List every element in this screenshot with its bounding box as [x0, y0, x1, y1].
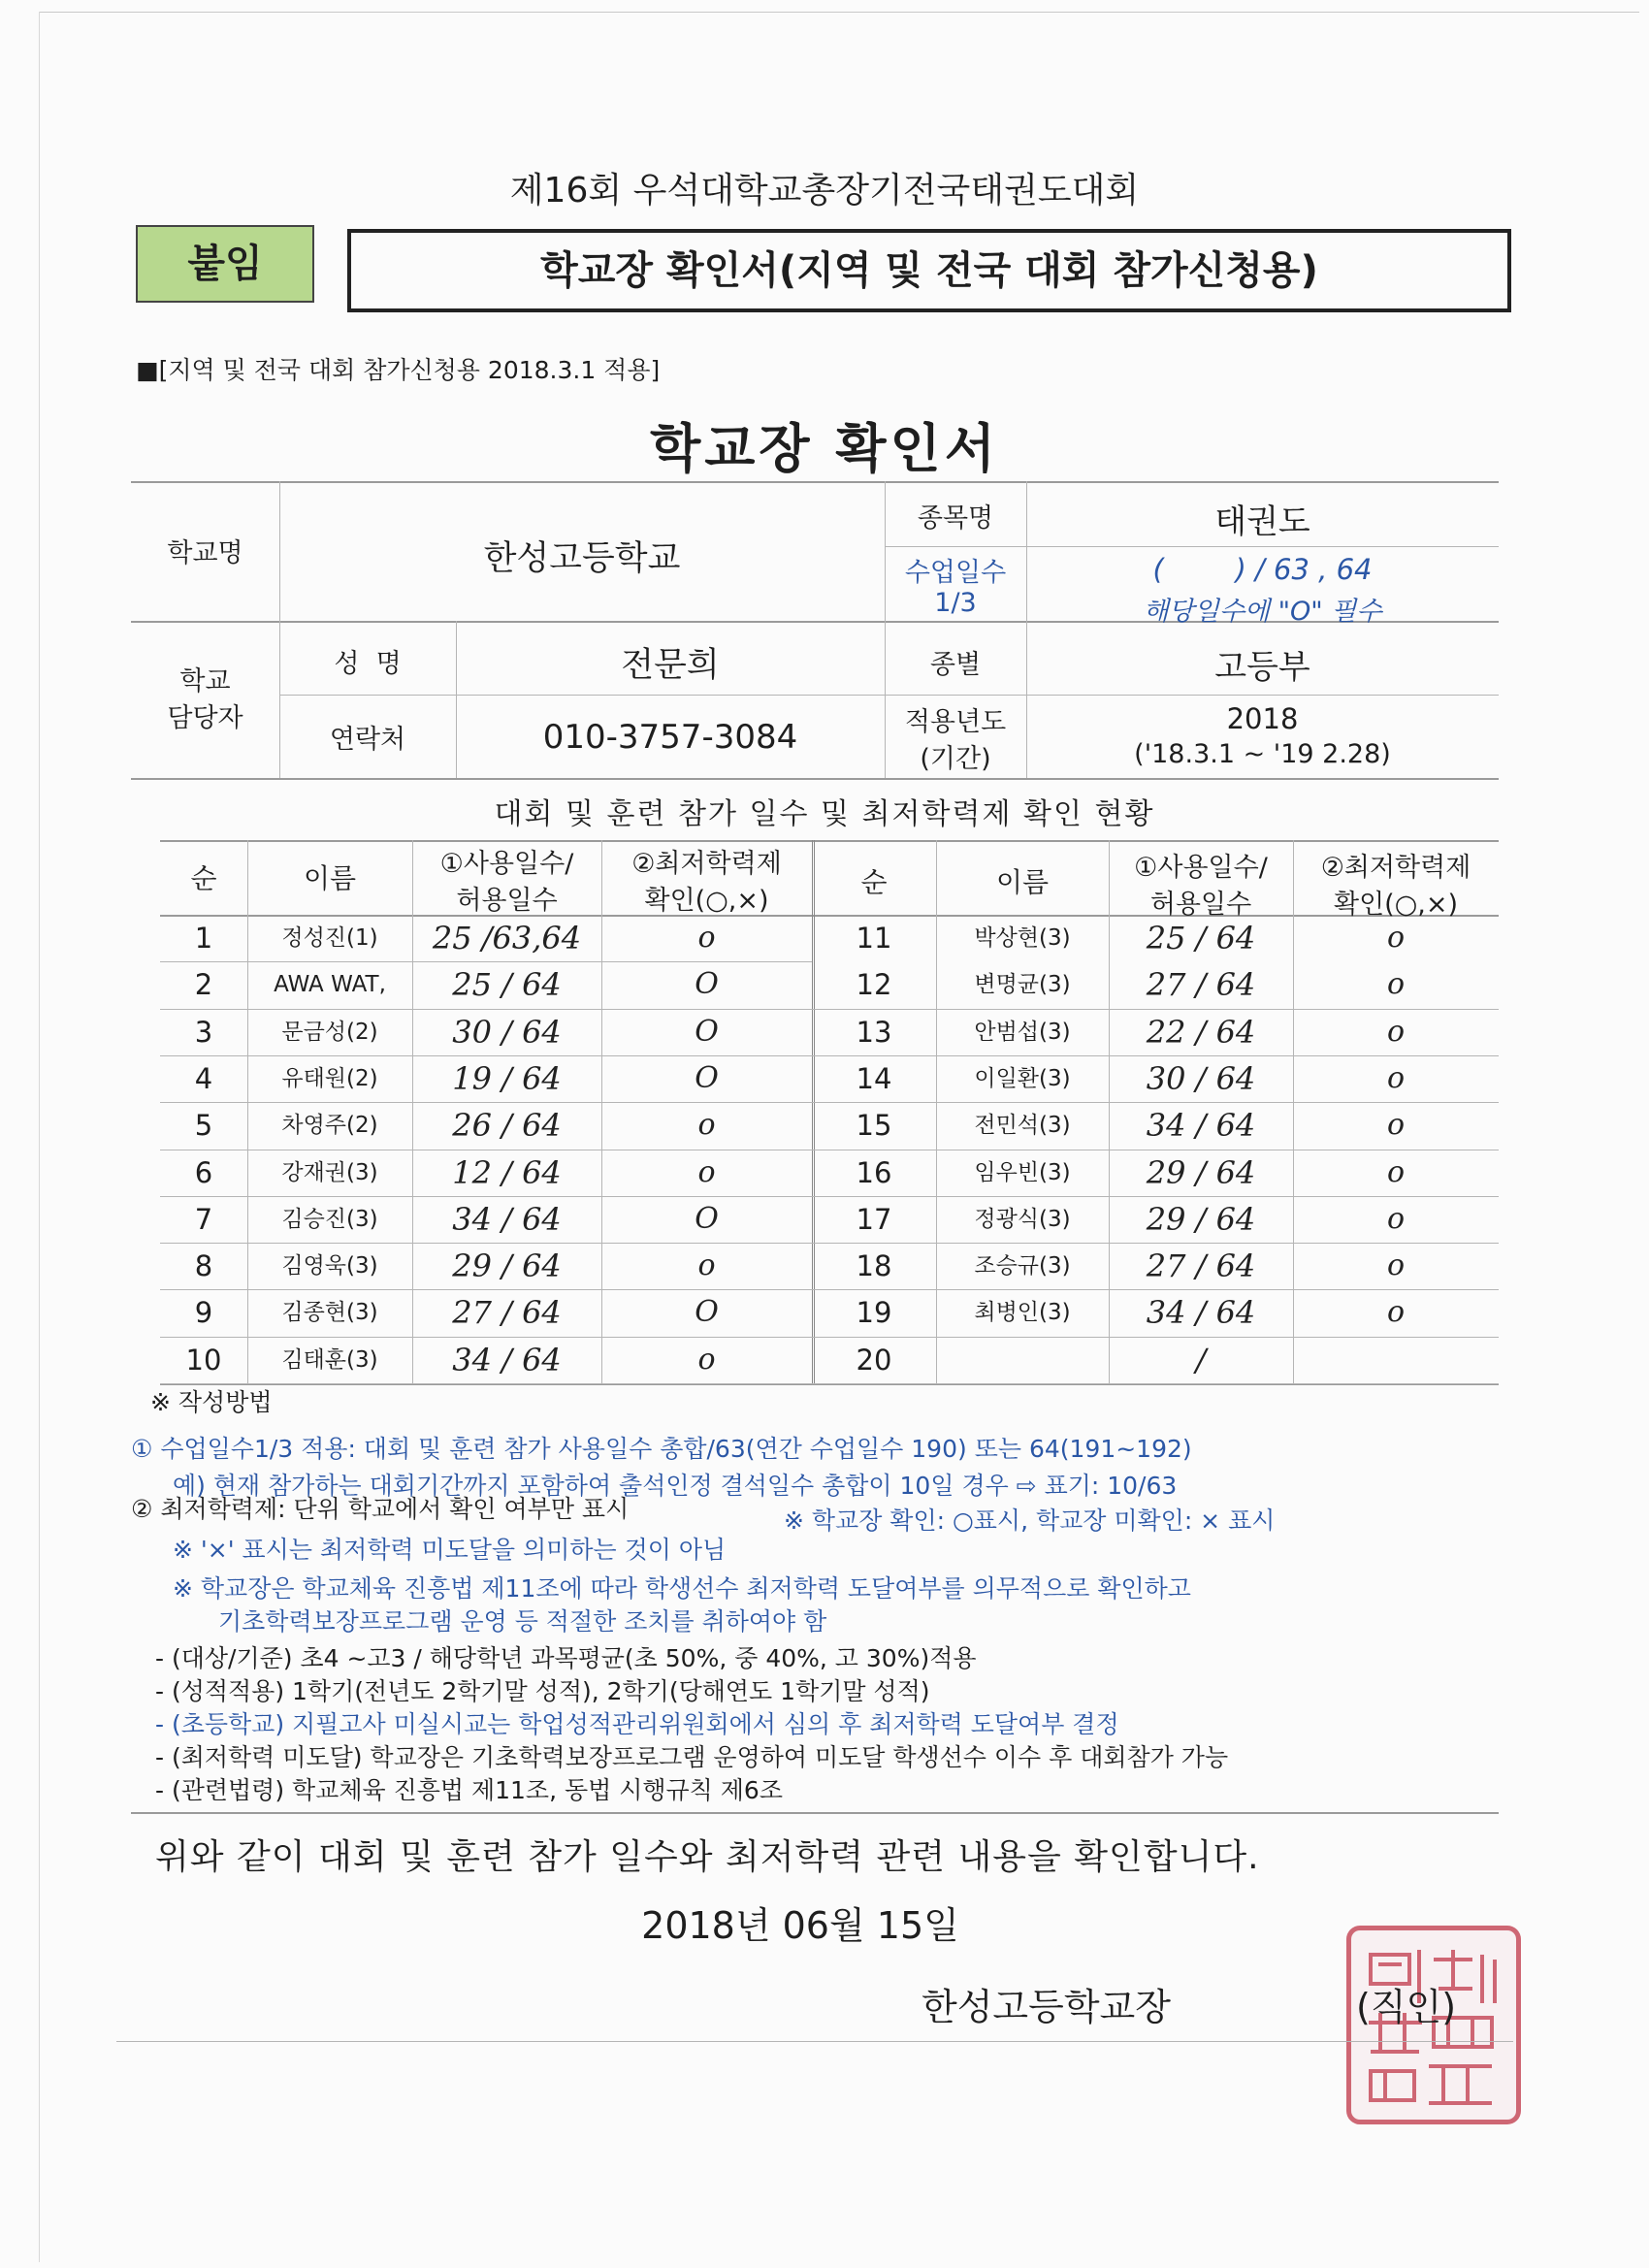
left-row-9-name: 김종현(3): [281, 1300, 378, 1326]
right-row-2-no: 12: [856, 968, 892, 1002]
left-row-8-check: o: [697, 1248, 716, 1283]
right-row-3-check: o: [1386, 1014, 1406, 1049]
right-row-9-check: o: [1386, 1295, 1406, 1330]
header-check-right-1: ②최저학력제: [1320, 853, 1471, 883]
year-value-1: 2018: [1226, 702, 1299, 735]
header-days-left-1: ①사용일수/: [439, 849, 574, 879]
right-row-1-no: 11: [856, 922, 892, 955]
right-row-5-no: 15: [856, 1109, 892, 1143]
school-label: 학교명: [167, 538, 243, 568]
attachment-badge: 붙임: [136, 225, 314, 303]
header-no-left: 순: [190, 862, 217, 894]
notes-line-5: ※ 학교장은 학교체육 진흥법 제11조에 따라 학생선수 최저학력 도달여부를 의무적으로 확인하고: [173, 1574, 1191, 1603]
header-check-left-2: 확인(○,×): [644, 886, 769, 916]
header-no-right: 순: [860, 866, 888, 898]
box-title: 학교장 확인서(지역 및 전국 대회 참가신청용): [347, 229, 1511, 312]
status-title: 대회 및 훈련 참가 일수 및 최저학력제 확인 현황: [494, 797, 1155, 831]
name-label: 성 명: [334, 649, 402, 679]
left-row-10-days: 34 / 64: [452, 1341, 562, 1378]
classdays-label-1: 수업일수: [904, 558, 1007, 588]
division-value: 고등부: [1214, 648, 1310, 687]
manager-label-1: 학교: [179, 666, 231, 697]
notes-line-1: ① 수업일수1/3 적용: 대회 및 훈련 참가 사용일수 총합/63(연간 수업일수 190) 또는 64(191~192): [131, 1435, 1192, 1463]
left-row-1-check: o: [697, 921, 716, 955]
notes-line-6: 기초학력보장프로그램 운영 등 적절한 조치를 취하여야 함: [218, 1607, 827, 1636]
right-row-9-days: 34 / 64: [1146, 1294, 1256, 1332]
left-row-4-name: 유태원(2): [281, 1065, 378, 1091]
right-row-6-name: 임우빈(3): [974, 1159, 1071, 1185]
name-value: 전문희: [621, 646, 720, 685]
right-row-8-name: 조승규(3): [974, 1253, 1071, 1280]
notes-line-2: 예) 현재 참가하는 대회기간까지 포함하여 출석인정 결석일수 총합이 10일 경우 ⇨ 표기: 10/63: [173, 1472, 1178, 1500]
left-row-6-days: 12 / 64: [452, 1153, 562, 1191]
left-row-2-no: 2: [194, 968, 213, 1002]
left-row-1-name: 정성진(1): [281, 925, 378, 951]
sport-value: 태권도: [1214, 502, 1310, 541]
right-row-9-name: 최병인(3): [974, 1300, 1071, 1326]
notes-heading: ※ 작성방법: [150, 1388, 273, 1416]
left-row-4-days: 19 / 64: [452, 1059, 562, 1097]
header-days-left-2: 허용일수: [456, 886, 558, 916]
notes-line-3b: ※ 학교장 확인: ○표시, 학교장 미확인: × 표시: [784, 1507, 1276, 1535]
left-row-9-days: 27 / 64: [452, 1294, 562, 1332]
right-row-10-no: 20: [856, 1343, 892, 1377]
scan-top-edge: [39, 12, 1639, 13]
notes-line-9: - (초등학교) 지필고사 미실시교는 학업성적관리위원회에서 심의 후 최저학력 도달여부 결정: [155, 1710, 1119, 1738]
right-row-10-name: [936, 1337, 1109, 1383]
header-name-left: 이름: [303, 862, 357, 894]
left-row-7-no: 7: [194, 1202, 213, 1236]
left-row-4-no: 4: [194, 1061, 213, 1095]
scan-left-edge: [39, 12, 40, 2262]
right-row-1-name: 박상현(3): [974, 925, 1071, 951]
right-row-7-name: 정광식(3): [974, 1206, 1071, 1232]
document-title: 학교장 확인서: [650, 418, 999, 479]
left-row-9-no: 9: [194, 1296, 213, 1330]
right-row-1-days: 25 / 64: [1146, 920, 1256, 956]
right-row-6-days: 29 / 64: [1146, 1153, 1256, 1191]
left-row-8-days: 29 / 64: [452, 1247, 562, 1285]
right-row-5-days: 34 / 64: [1146, 1107, 1256, 1145]
right-row-4-name: 이일환(3): [974, 1065, 1071, 1091]
bottom-divider: [116, 2041, 1513, 2042]
right-row-6-check: o: [1386, 1154, 1406, 1189]
right-row-5-check: o: [1386, 1108, 1406, 1143]
right-row-4-no: 14: [856, 1061, 892, 1095]
event-title: 제16회 우석대학교총장기전국태권도대회: [509, 171, 1140, 211]
right-row-5-name: 전민석(3): [974, 1113, 1071, 1139]
right-row-4-days: 30 / 64: [1146, 1059, 1256, 1097]
right-row-6-no: 16: [856, 1155, 892, 1189]
left-row-5-no: 5: [194, 1109, 213, 1143]
left-row-5-check: o: [697, 1108, 716, 1143]
left-row-7-name: 김승진(3): [281, 1206, 378, 1232]
notes-line-8: - (성적적용) 1학기(전년도 2학기말 성적), 2학기(당해연도 1학기말 성적): [155, 1677, 930, 1705]
header-name-right: 이름: [995, 866, 1050, 898]
left-row-9-check: O: [695, 1295, 719, 1330]
right-row-8-days: 27 / 64: [1146, 1247, 1256, 1285]
header-days-right-2: 허용일수: [1149, 890, 1252, 920]
right-row-4-check: o: [1386, 1060, 1406, 1095]
right-row-7-days: 29 / 64: [1146, 1200, 1256, 1238]
right-row-10-days: /: [1195, 1341, 1207, 1378]
left-row-5-days: 26 / 64: [452, 1107, 562, 1145]
left-row-10-name: 김태훈(3): [281, 1346, 378, 1373]
notes-line-11: - (관련법령) 학교체육 진흥법 제11조, 동법 시행규칙 제6조: [155, 1776, 783, 1804]
row-divider: [812, 1383, 1499, 1384]
notes-line-3a: ② 최저학력제: 단위 학교에서 확인 여부만 표시: [131, 1495, 630, 1523]
right-row-3-days: 22 / 64: [1146, 1013, 1256, 1051]
left-row-6-no: 6: [194, 1155, 213, 1189]
left-row-10-check: o: [697, 1342, 716, 1377]
classdays-value-1: ( ) / 63 , 64: [1152, 553, 1373, 586]
manager-label-2: 담당자: [167, 703, 243, 733]
left-row-5-name: 차영주(2): [281, 1113, 378, 1139]
left-row-4-check: O: [695, 1060, 719, 1095]
right-row-8-no: 18: [856, 1249, 892, 1283]
left-row-10-no: 10: [185, 1343, 222, 1377]
right-row-1-check: o: [1386, 921, 1406, 955]
left-row-2-name: AWA WAT,: [274, 972, 386, 998]
issue-date: 2018년 06월 15일: [641, 1904, 959, 1947]
confirmation-text: 위와 같이 대회 및 훈련 참가 일수와 최저학력 관련 내용을 확인합니다.: [155, 1837, 1260, 1877]
right-row-3-name: 안범섭(3): [974, 1019, 1071, 1045]
left-row-3-check: O: [695, 1014, 719, 1049]
contact-label: 연락처: [329, 725, 406, 755]
right-row-2-name: 변명균(3): [974, 972, 1071, 998]
left-row-6-check: o: [697, 1154, 716, 1189]
year-value-2: ('18.3.1 ~ '19 2.28): [1134, 739, 1391, 769]
notes-divider: [131, 1812, 1499, 1814]
division-label: 종별: [929, 650, 982, 680]
signer-name: 한성고등학교장: [922, 1986, 1171, 2028]
contact-value: 010-3757-3084: [542, 718, 798, 757]
left-row-3-name: 문금성(2): [281, 1019, 378, 1045]
classdays-value-2: 해당일수에 "O" 필수: [1143, 597, 1382, 627]
right-row-3-no: 13: [856, 1015, 892, 1049]
school-value: 한성고등학교: [483, 539, 681, 578]
left-row-1-no: 1: [194, 922, 213, 955]
left-row-3-no: 3: [194, 1015, 213, 1049]
year-label-2: (기간): [920, 744, 991, 774]
right-row-10-check: [1293, 1337, 1499, 1383]
right-row-2-days: 27 / 64: [1146, 966, 1256, 1004]
right-row-9-no: 19: [856, 1296, 892, 1330]
left-row-3-days: 30 / 64: [452, 1013, 562, 1051]
left-row-8-name: 김영욱(3): [281, 1253, 378, 1280]
notes-line-4: ※ '×' 표시는 최저학력 미도달을 의미하는 것이 아님: [173, 1536, 727, 1564]
left-row-7-check: O: [695, 1201, 719, 1236]
header-check-right-2: 확인(○,×): [1334, 890, 1458, 920]
header-days-right-1: ①사용일수/: [1134, 853, 1268, 883]
left-row-1-days: 25 /63,64: [432, 920, 582, 956]
right-row-8-check: o: [1386, 1248, 1406, 1283]
sport-label: 종목명: [917, 503, 994, 534]
left-row-6-name: 강재권(3): [281, 1159, 378, 1185]
right-row-7-no: 17: [856, 1202, 892, 1236]
left-row-2-days: 25 / 64: [452, 966, 562, 1004]
applicability-note: ■[지역 및 전국 대회 참가신청용 2018.3.1 적용]: [136, 356, 661, 384]
left-row-8-no: 8: [194, 1249, 213, 1283]
right-row-2-check: o: [1386, 967, 1406, 1002]
right-row-7-check: o: [1386, 1201, 1406, 1236]
notes-line-10: - (최저학력 미도달) 학교장은 기초학력보장프로그램 운영하여 미도달 학생선수 이수 후 대회참가 가능: [155, 1743, 1229, 1771]
seal-label: (직인): [1356, 1986, 1457, 2028]
left-row-2-check: O: [695, 967, 719, 1002]
year-label-1: 적용년도: [904, 707, 1007, 737]
left-row-7-days: 34 / 64: [452, 1200, 562, 1238]
classdays-label-2: 1/3: [934, 588, 977, 618]
header-check-left-1: ②최저학력제: [631, 849, 782, 879]
notes-line-7: - (대상/기준) 초4 ~고3 / 해당학년 과목평균(초 50%, 중 40%, 고 30%)적용: [155, 1644, 977, 1672]
